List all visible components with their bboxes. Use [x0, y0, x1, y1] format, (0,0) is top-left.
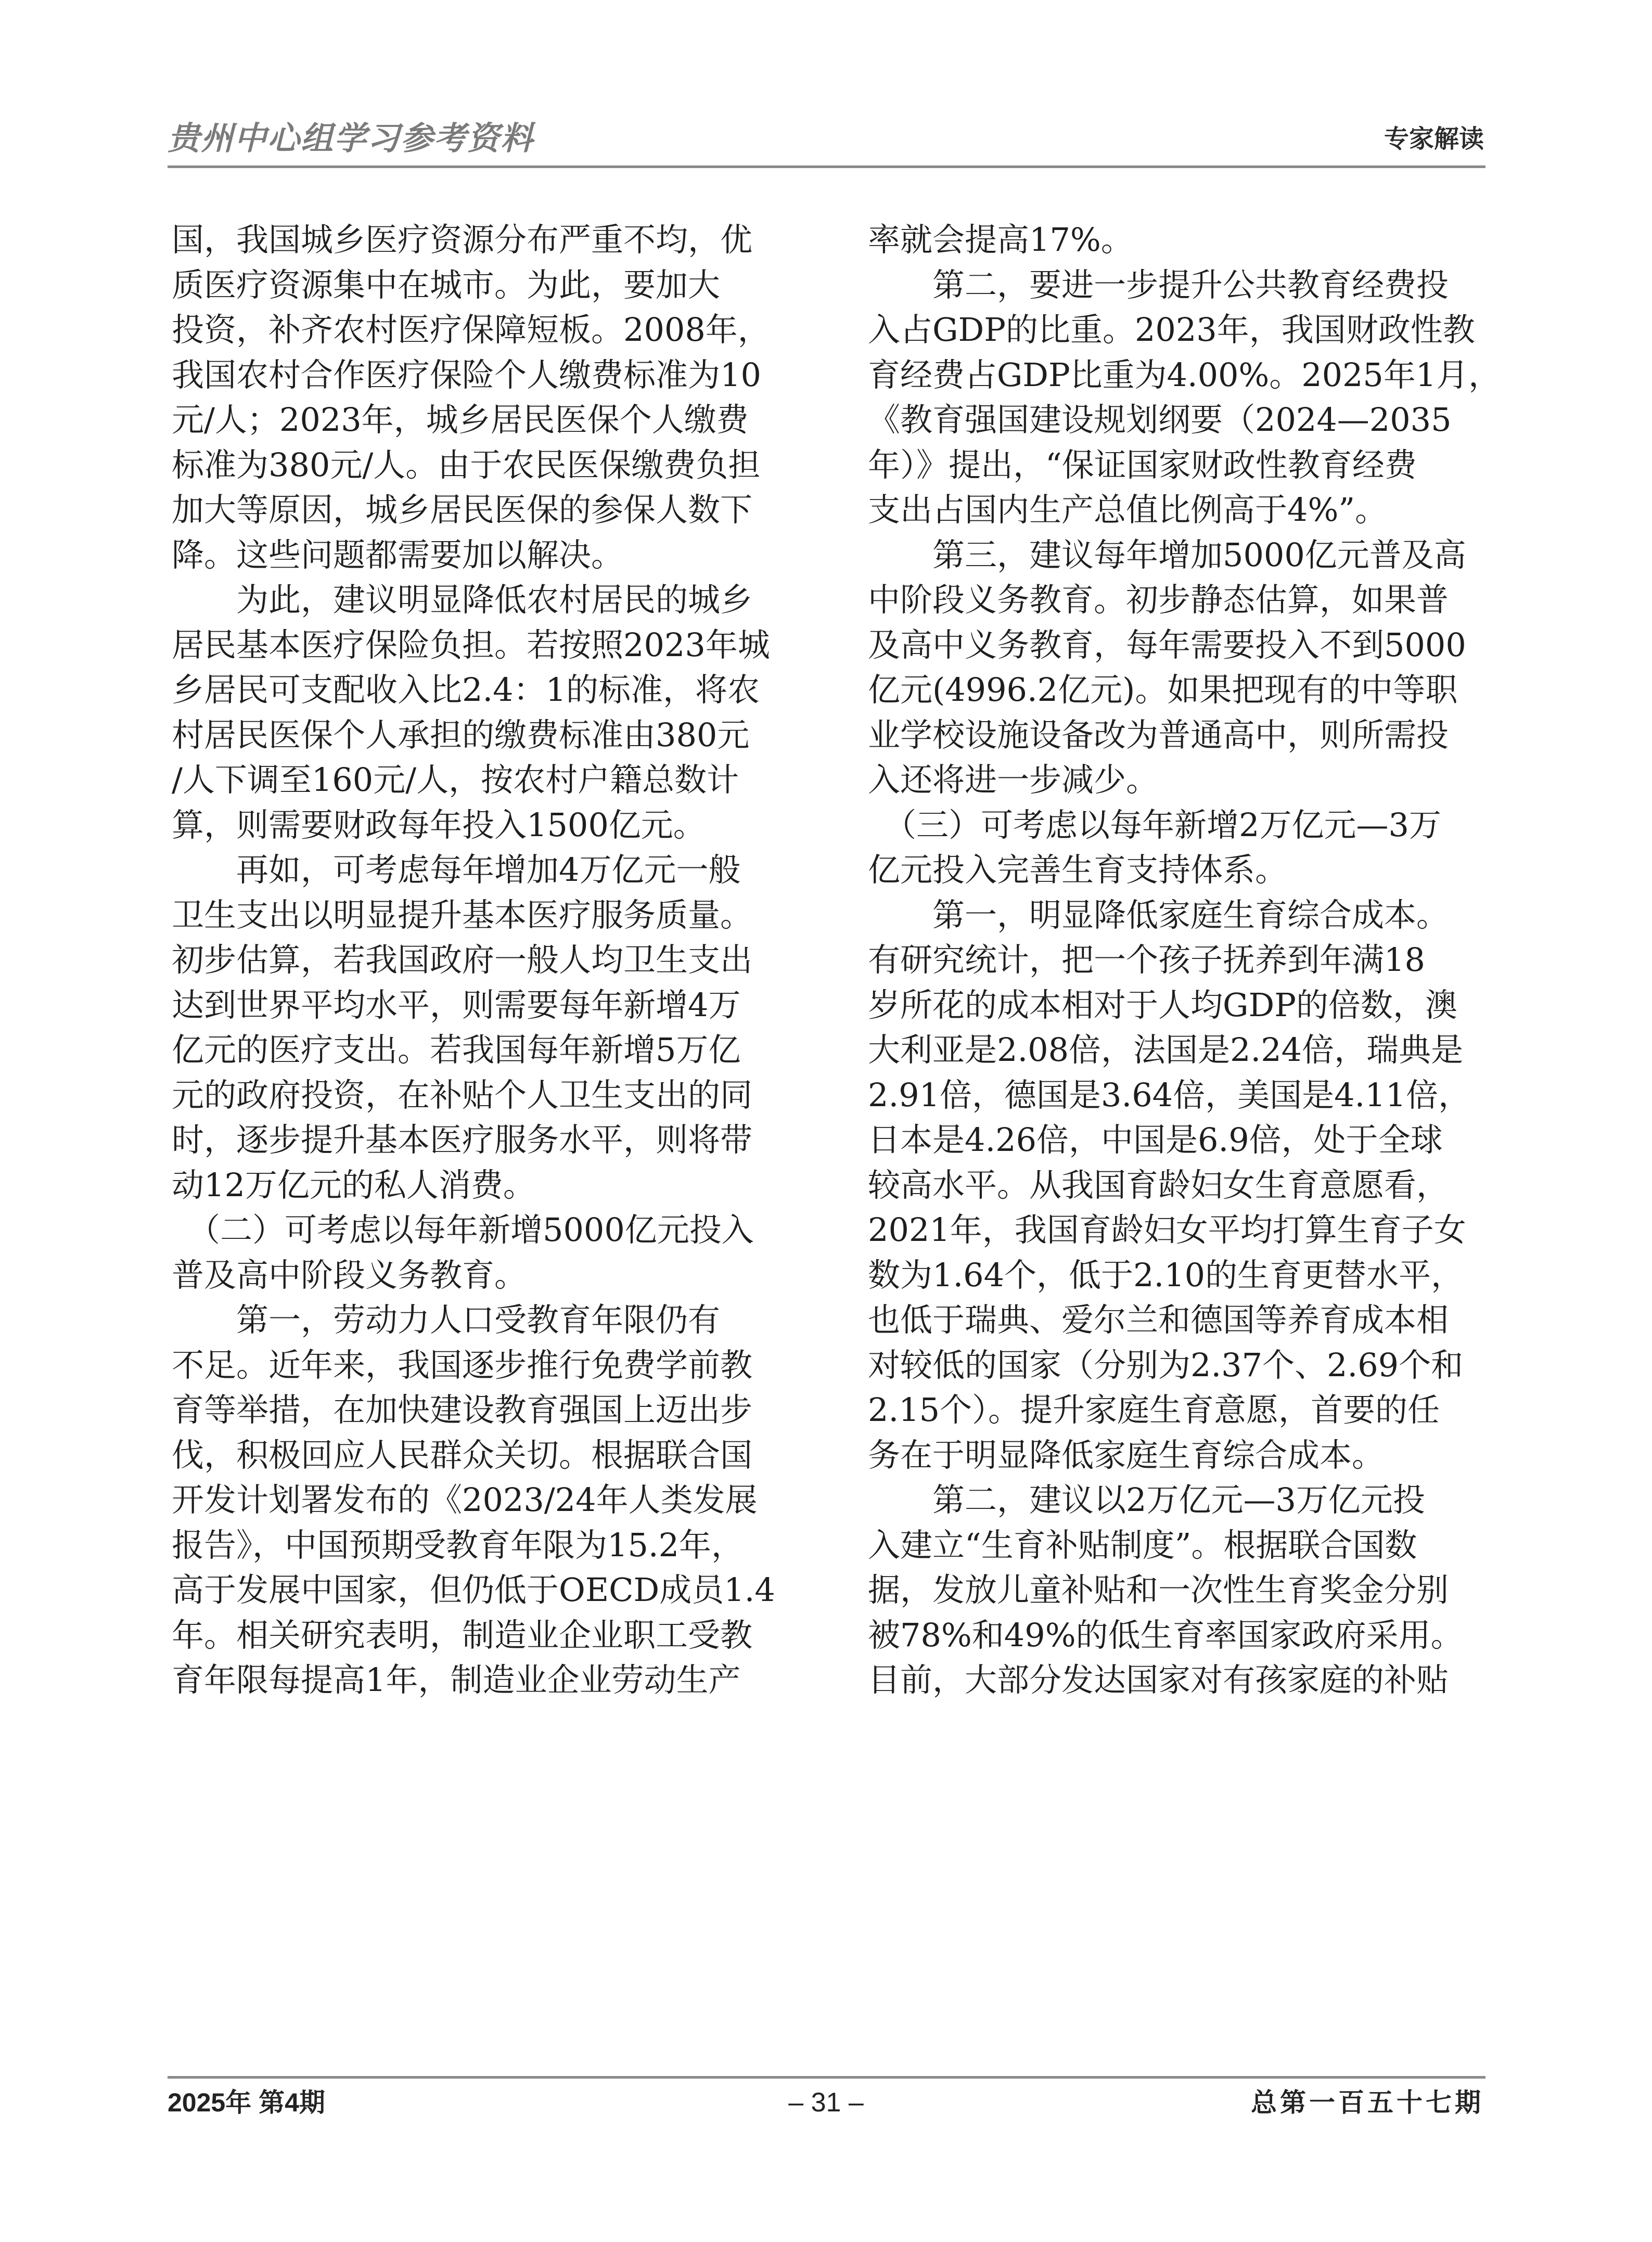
text-line: （二）可考虑以每年新增5000亿元投入: [172, 1211, 754, 1249]
text-line: 第一，劳动力人口受教育年限仍有: [172, 1301, 721, 1339]
text-line: 标准为380元/人。由于农民医保缴费负担: [172, 445, 761, 484]
text-line: 为此，建议明显降低农村居民的城乡: [172, 581, 753, 619]
text-line: 国，我国城乡医疗资源分布严重不均，优: [172, 221, 753, 259]
text-line: 第一，明显降低家庭生育综合成本。: [868, 895, 1449, 934]
text-line: 支出占国内生产总值比例高于4%”。: [868, 491, 1388, 529]
text-line: 投资，补齐农村医疗保障短板。2008年，: [172, 311, 770, 349]
text-line: 数为1.64个，低于2.10的生育更替水平，: [868, 1255, 1464, 1294]
text-line: 入占GDP的比重。2023年，我国财政性教: [868, 311, 1475, 349]
text-line: 卫生支出以明显提升基本医疗服务质量。: [172, 895, 753, 934]
text-line: 入还将进一步减少。: [868, 761, 1159, 799]
text-line: 再如，可考虑每年增加4万亿元一般: [172, 851, 741, 889]
text-line: 第三，建议每年增加5000亿元普及高: [868, 535, 1466, 574]
text-line: 高于发展中国家，但仍低于OECD成员1.4: [172, 1571, 775, 1609]
text-line: 中阶段义务教育。初步静态估算，如果普: [868, 581, 1449, 619]
text-line: 初步估算，若我国政府一般人均卫生支出: [172, 941, 753, 979]
text-line: 第二，建议以2万亿元—3万亿元投: [868, 1481, 1425, 1519]
issue-label: 2025年 第4期: [168, 2088, 325, 2117]
text-line: 开发计划署发布的《2023/24年人类发展: [172, 1481, 758, 1519]
text-line: 2.91倍，德国是3.64倍，美国是4.11倍，: [868, 1075, 1471, 1114]
text-line: 报告》，中国预期受教育年限为15.2年，: [172, 1526, 744, 1564]
text-line: 务在于明显降低家庭生育综合成本。: [868, 1436, 1385, 1474]
text-line: 居民基本医疗保险负担。若按照2023年城: [172, 625, 770, 664]
text-line: 育年限每提高1年，制造业企业劳动生产: [172, 1661, 741, 1699]
text-line: （三）可考虑以每年新增2万亿元—3万: [868, 805, 1441, 844]
text-line: /人下调至160元/人，按农村户籍总数计: [172, 761, 739, 799]
text-line: 年）》提出，“保证国家财政性教育经费: [868, 445, 1417, 484]
text-line: 育经费占GDP比重为4.00%。2025年1月，: [868, 355, 1501, 394]
text-line: 率就会提高17%。: [868, 221, 1133, 259]
text-line: 年。相关研究表明，制造业企业职工受教: [172, 1616, 753, 1654]
text-line: 《教育强国建设规划纲要（2024—2035: [868, 401, 1452, 439]
header-rule: [168, 165, 1485, 168]
text-line: 岁所花的成本相对于人均GDP的倍数，澳: [868, 985, 1457, 1024]
text-line: 业学校设施设备改为普通高中，则所需投: [868, 715, 1449, 754]
text-line: 时，逐步提升基本医疗服务水平，则将带: [172, 1121, 753, 1159]
text-line: 入建立“生育补贴制度”。根据联合国数: [868, 1526, 1417, 1564]
text-line: 2021年，我国育龄妇女平均打算生育子女: [868, 1211, 1466, 1249]
text-line: 2.15个）。提升家庭生育意愿，首要的任: [868, 1391, 1440, 1429]
text-line: 伐，积极回应人民群众关切。根据联合国: [172, 1436, 753, 1474]
text-line: 质医疗资源集中在城市。为此，要加大: [172, 265, 721, 304]
section-label: 专家解读: [1384, 124, 1484, 153]
text-line: 不足。近年来，我国逐步推行免费学前教: [172, 1346, 753, 1384]
page-number: – 31 –: [788, 2087, 864, 2118]
text-line: 大利亚是2.08倍，法国是2.24倍，瑞典是: [868, 1031, 1464, 1069]
text-line: 普及高中阶段义务教育。: [172, 1255, 527, 1294]
text-line: 亿元(4996.2亿元)。如果把现有的中等职: [868, 671, 1458, 709]
text-line: 对较低的国家（分别为2.37个、2.69个和: [868, 1346, 1464, 1384]
text-line: 有研究统计，把一个孩子抚养到年满18: [868, 941, 1425, 979]
text-line: 亿元的医疗支出。若我国每年新增5万亿: [172, 1031, 741, 1069]
total-issue-label: 总第一百五十七期: [1251, 2088, 1484, 2117]
text-line: 加大等原因，城乡居民医保的参保人数下: [172, 491, 753, 529]
text-line: 育等举措，在加快建设教育强国上迈出步: [172, 1391, 753, 1429]
text-line: 元的政府投资，在补贴个人卫生支出的同: [172, 1075, 753, 1114]
text-line: 我国农村合作医疗保险个人缴费标准为10: [172, 355, 761, 394]
text-line: 算，则需要财政每年投入1500亿元。: [172, 805, 706, 844]
right-column: [868, 217, 1501, 1703]
text-line: 被78%和49%的低生育率国家政府采用。: [868, 1616, 1463, 1654]
text-line: 也低于瑞典、爱尔兰和德国等养育成本相: [868, 1301, 1449, 1339]
text-line: 及高中义务教育，每年需要投入不到5000: [868, 625, 1466, 664]
text-line: 据，发放儿童补贴和一次性生育奖金分别: [868, 1571, 1449, 1609]
footer-rule: [168, 2076, 1485, 2079]
text-line: 较高水平。从我国育龄妇女生育意愿看，: [868, 1165, 1449, 1204]
text-line: 亿元投入完善生育支持体系。: [868, 851, 1288, 889]
journal-title: 贵州中心组学习参考资料: [168, 119, 534, 157]
text-line: 日本是4.26倍，中国是6.9倍，处于全球: [868, 1121, 1443, 1159]
text-line: 降。这些问题都需要加以解决。: [172, 535, 624, 574]
text-line: 村居民医保个人承担的缴费标准由380元: [172, 715, 750, 754]
text-line: 元/人；2023年，城乡居民医保个人缴费: [172, 401, 749, 439]
left-column: [172, 217, 804, 1703]
text-line: 动12万亿元的私人消费。: [172, 1165, 535, 1204]
text-line: 目前，大部分发达国家对有孩家庭的补贴: [868, 1661, 1449, 1699]
text-line: 达到世界平均水平，则需要每年新增4万: [172, 985, 741, 1024]
text-line: 第二，要进一步提升公共教育经费投: [868, 265, 1449, 304]
text-line: 乡居民可支配收入比2.4：1的标准，将农: [172, 671, 760, 709]
